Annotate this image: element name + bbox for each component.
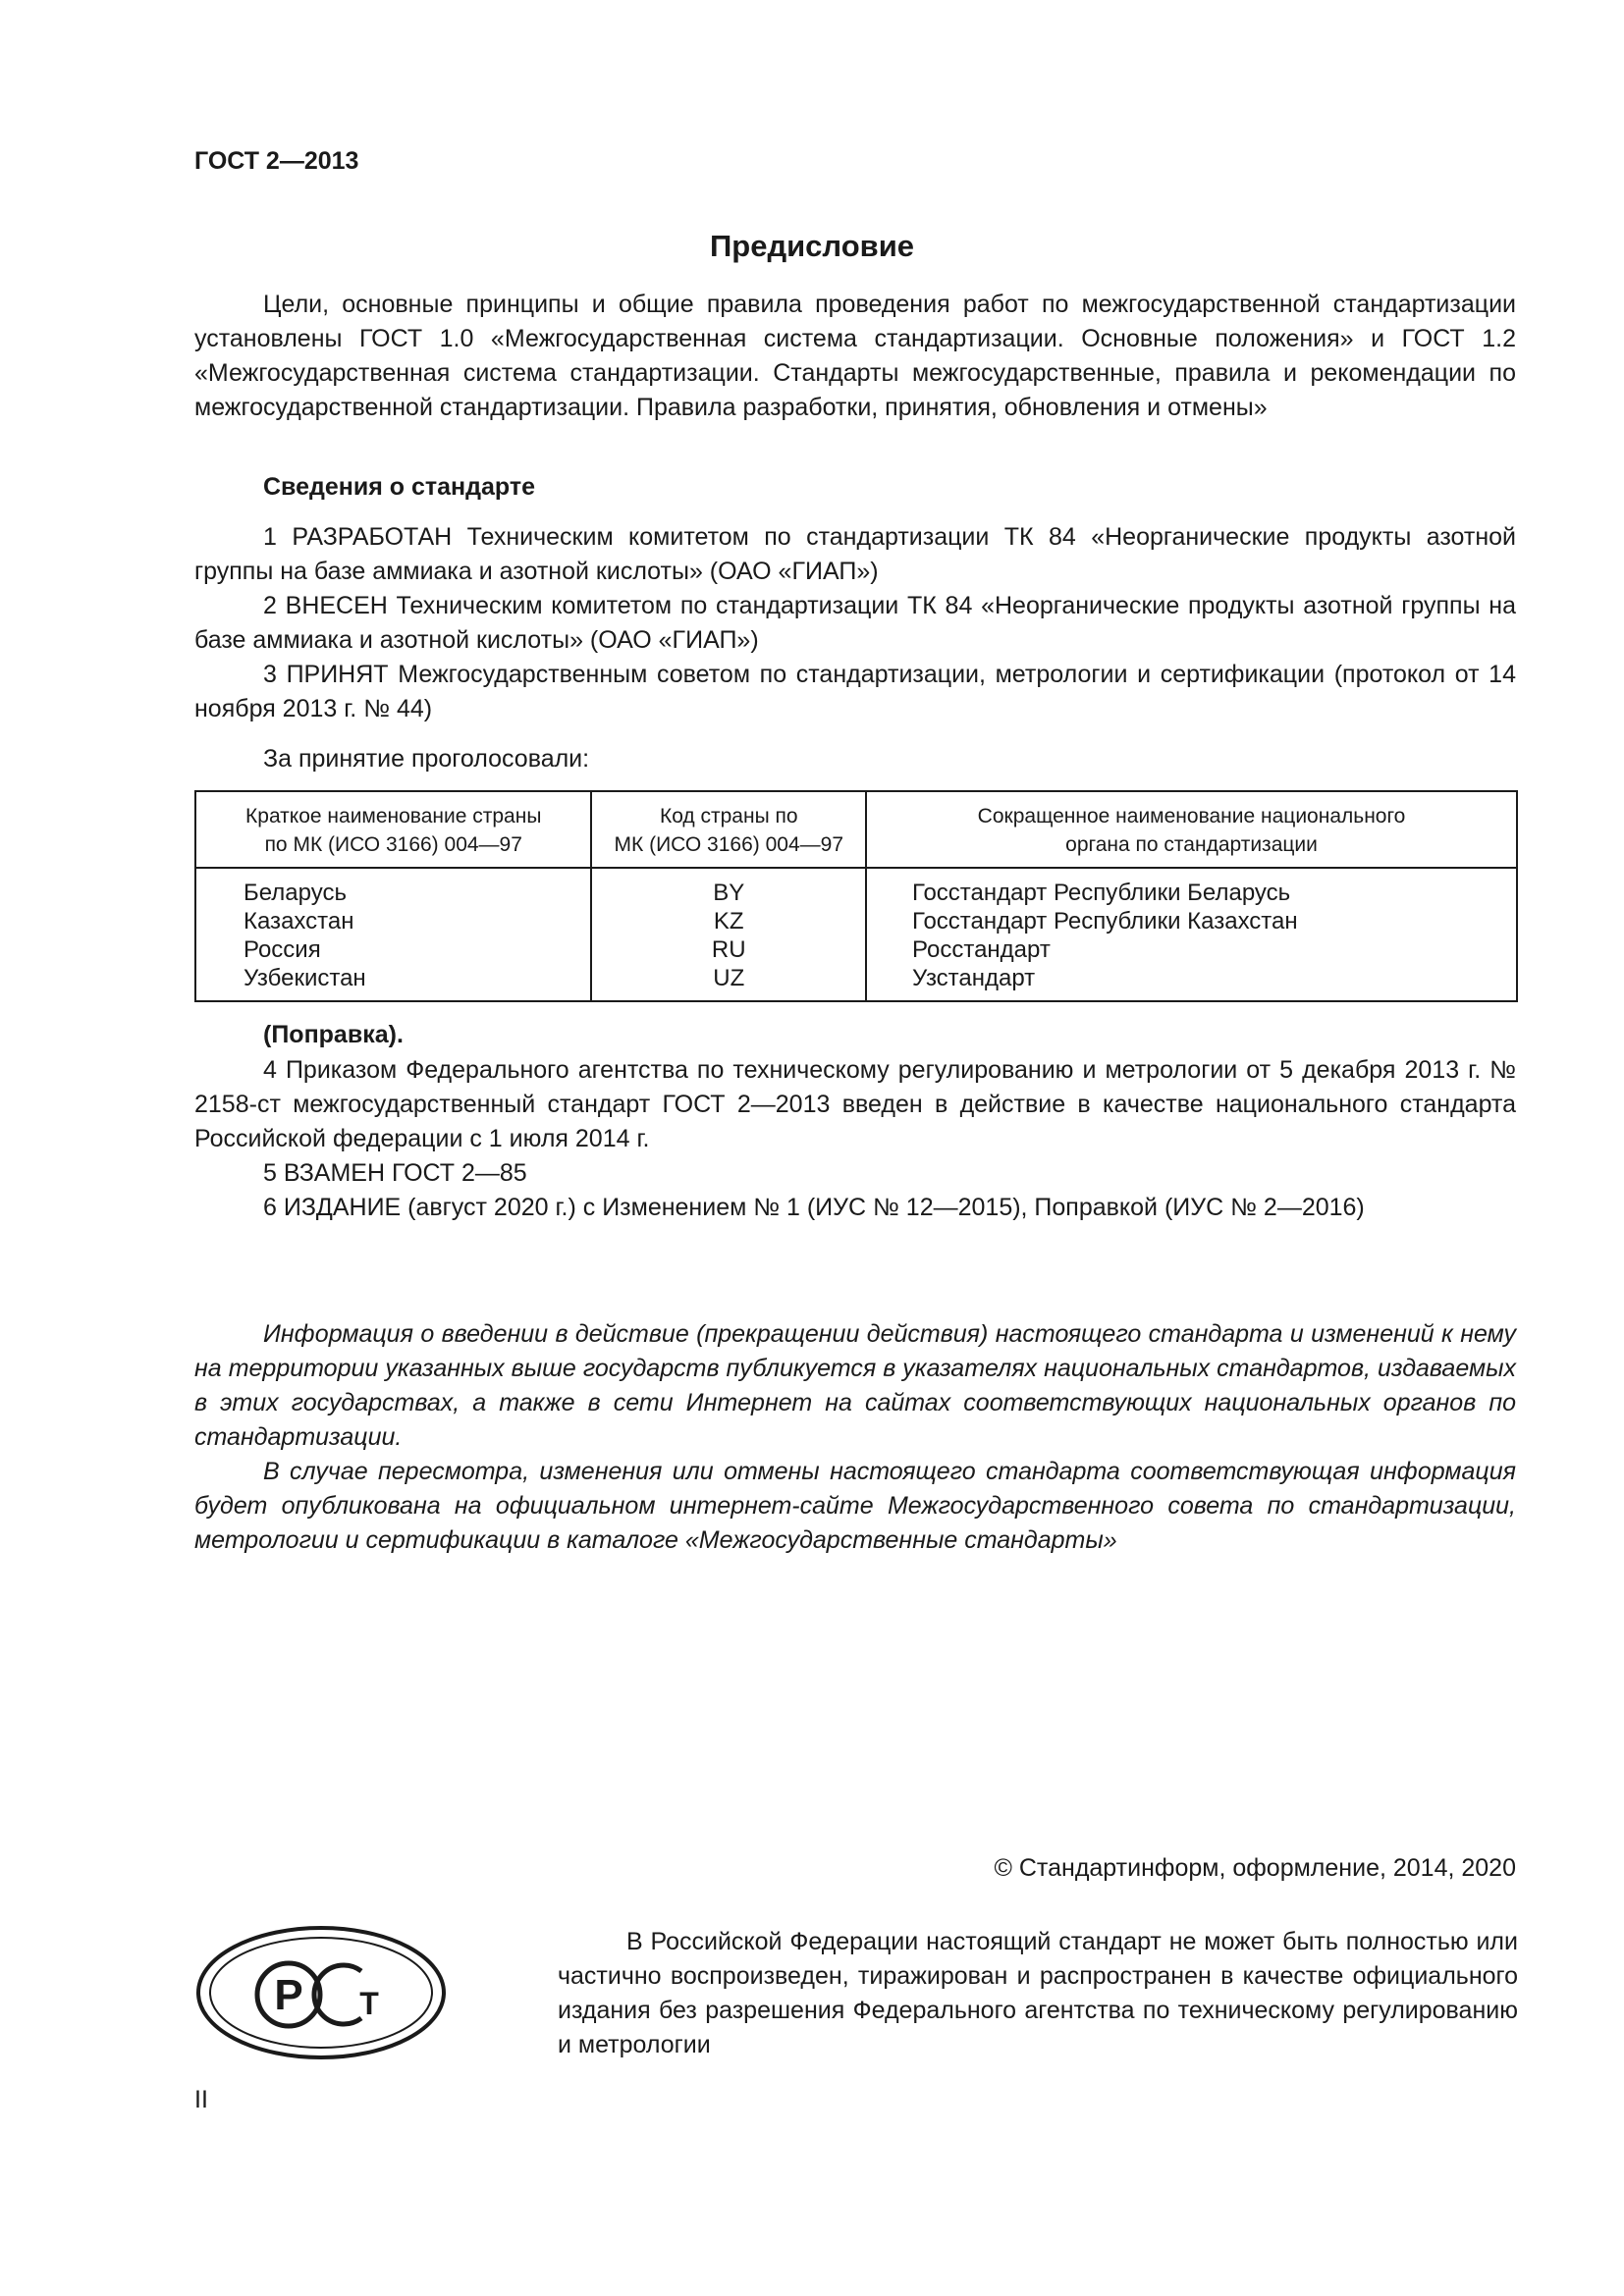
header-country-code: Код страны по МК (ИСО 3166) 004—97 xyxy=(591,791,866,868)
country-name: Россия xyxy=(244,936,321,963)
voted-label-block xyxy=(194,742,1516,776)
countries-table xyxy=(194,790,1518,1002)
national-body: Госстандарт Республики Казахстан xyxy=(866,907,1517,935)
header-national-body: Сокращенное наименование национального органа по стандартизации xyxy=(866,791,1517,868)
copyright-line: © Стандартинформ, оформление, 2014, 2020 xyxy=(994,1854,1516,1882)
notice-paragraph-1: Информация о введении в действие (прекращении действия) настоящего стандарта и изменений к нему на территории указанных выше государств публикуется в указателях национальных стандартов, издаваемых в этих государствах, а также в сети Интернет на сайтах соответствующих национальных органов по стандартизации. xyxy=(194,1320,1516,1451)
rights-notice-block xyxy=(558,1925,1518,2062)
table-row xyxy=(195,935,1517,964)
enactment-items xyxy=(194,1053,1516,1225)
page-number: II xyxy=(194,2086,208,2113)
country-code: UZ xyxy=(591,964,866,1001)
national-body: Росстандарт xyxy=(866,935,1517,964)
logo-letter-r: Р xyxy=(274,1971,303,2019)
country-name: Беларусь xyxy=(244,880,347,906)
logo-letter-t: Т xyxy=(359,1986,379,2021)
info-item-2: 2 ВНЕСЕН Техническим комитетом по стандартизации ТК 84 «Неорганические продукты азотной группы на базе аммиака и азотной кислоты» (ОАО «ГИАП») xyxy=(194,592,1516,654)
enactment-item-4: 4 Приказом Федерального агентства по техническому регулированию и метрологии от 5 декабря 2013 г. № 2158-ст межгосударственный стандарт ГОСТ 2—2013 введен в действие в качестве национального стандарта Российской федерации с 1 июля 2014 г. xyxy=(194,1056,1516,1152)
info-item-3: 3 ПРИНЯТ Межгосударственным советом по стандартизации, метрологии и сертификации (протокол от 14 ноября 2013 г. № 44) xyxy=(194,661,1516,722)
country-code: BY xyxy=(591,868,866,907)
country-name: Узбекистан xyxy=(244,965,366,991)
header-country-name: Краткое наименование страны по МК (ИСО 3166) 004—97 xyxy=(195,791,591,868)
table-row xyxy=(195,964,1517,1001)
table-row xyxy=(195,868,1517,907)
national-body: Госстандарт Республики Беларусь xyxy=(866,868,1517,907)
country-code: RU xyxy=(591,935,866,964)
table-header-row xyxy=(195,791,1517,868)
national-body: Узстандарт xyxy=(866,964,1517,1001)
rst-logo xyxy=(194,1924,448,2061)
intro-paragraph-block xyxy=(194,288,1516,425)
info-heading: Сведения о стандарте xyxy=(263,473,536,501)
enactment-item-5: 5 ВЗАМЕН ГОСТ 2—85 xyxy=(263,1159,527,1187)
amendment-note: (Поправка). xyxy=(263,1021,404,1048)
page-title: Предисловие xyxy=(709,229,914,263)
rights-notice: В Российской Федерации настоящий стандарт не может быть полностью или частично воспроизведен, тиражирован и распространен в качестве официального издания без разрешения Федерального агентства по техническому регулированию и метрологии xyxy=(558,1928,1518,2058)
document-id: ГОСТ 2—2013 xyxy=(194,147,359,175)
voted-label: За принятие проголосовали: xyxy=(263,745,590,773)
enactment-item-6: 6 ИЗДАНИЕ (август 2020 г.) с Изменением № 1 (ИУС № 12—2015), Поправкой (ИУС № 2—2016) xyxy=(263,1194,1365,1221)
info-item-1: 1 РАЗРАБОТАН Техническим комитетом по стандартизации ТК 84 «Неорганические продукты азотной группы на базе аммиака и азотной кислоты» (ОАО «ГИАП») xyxy=(194,523,1516,585)
country-code: KZ xyxy=(591,907,866,935)
notice-paragraph-2: В случае пересмотра, изменения или отмены настоящего стандарта соответствующая информация будет опубликована на официальном интернет-сайте Межгосударственного совета по стандартизации, метрологии и сертификации в каталоге «Межгосударственные стандарты» xyxy=(194,1458,1516,1554)
intro-paragraph: Цели, основные принципы и общие правила проведения работ по межгосударственной стандартизации установлены ГОСТ 1.0 «Межгосударственная система стандартизации. Основные положения» и ГОСТ 1.2 «Межгосударственная система стандартизации. Стандарты межгосударственные, правила и рекомендации по межгосударственной стандартизации. Правила разработки, принятия, обновления и отмены» xyxy=(194,291,1516,421)
notice-block xyxy=(194,1317,1516,1558)
table-row xyxy=(195,907,1517,935)
info-items xyxy=(194,520,1516,726)
country-name: Казахстан xyxy=(244,908,354,934)
